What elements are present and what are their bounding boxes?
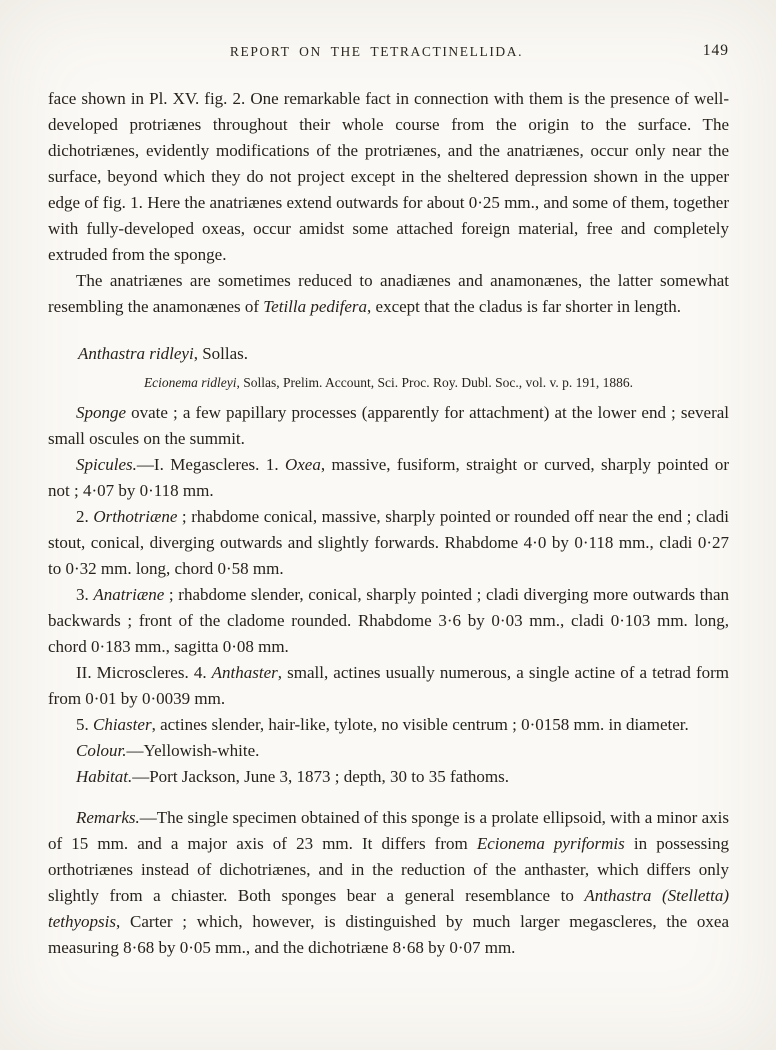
synonymy-citation <box>48 372 729 393</box>
text-run-italic: Remarks. <box>76 808 140 827</box>
paragraph-anatriaene <box>48 582 729 660</box>
text-run: face shown in Pl. XV. fig. 2. One remarkable fact in connection with them is the presence of well-developed protriænes throughout their whole course from the origin to the surface. The dichotriænes, evidently modifications of the protriænes, and the anatriænes, occur only near the surface, beyond which they do not project except in the sheltered depression shown in the upper edge of fig. 1. Here the anatriænes extend outwards for about 0·25 mm., and some of them, together with fully-developed oxeas, occur amidst some attached foreign material, free and completely extruded from the sponge. <box>48 89 729 264</box>
running-title: REPORT ON THE TETRACTINELLIDA. <box>229 44 524 59</box>
text-run: II. Microscleres. 4. <box>76 663 212 682</box>
text-run-italic: Oxea <box>284 455 321 474</box>
text-run: ; rhabdome conical, massive, sharply pointed or rounded off near the end ; cladi stout, conical, diverging outwards and slightly forwards. Rhabdome 4·0 by 0·118 mm., cladi 0·27 to 0·32 mm. long, chord 0·58 mm. <box>48 507 730 578</box>
text-run: 3. <box>76 585 94 604</box>
text-run: , except that the cladus is far shorter in length. <box>367 297 681 316</box>
paragraph-habitat <box>48 764 729 790</box>
text-run: , actines slender, hair-like, tylote, no visible centrum ; 0·0158 mm. in diameter. <box>151 715 689 734</box>
paragraph-microscleres-anthaster <box>48 660 729 712</box>
text-run: , massive, fusiform, straight or curved, sharply pointed or not ; 4·07 by 0·118 mm. <box>48 455 729 500</box>
text-run: 2. <box>76 507 94 526</box>
page-number: 149 <box>702 42 729 59</box>
text-run: The anatriænes are sometimes reduced to anadiænes and anamonænes, the latter somewhat resembling the anamonænes of <box>48 271 729 316</box>
text-run: , small, actines usually numerous, a single actine of a tetrad form from 0·01 by 0·0039 mm. <box>48 663 729 708</box>
text-run: —Port Jackson, June 3, 1873 ; depth, 30 to 35 fathoms. <box>132 767 510 786</box>
text-run: —I. Megascleres. 1. <box>136 455 285 474</box>
text-run-italic: Spicules. <box>76 455 137 474</box>
text-run-italic: Ecionema pyriformis <box>476 834 625 853</box>
text-run: , Sollas, Prelim. Account, Sci. Proc. Roy. Dubl. Soc., vol. v. p. 191, 1886. <box>236 375 634 390</box>
paragraph-spicules-oxea <box>48 452 729 504</box>
text-run-italic: Orthotriæne <box>93 507 178 526</box>
text-run: 5. <box>76 715 93 734</box>
text-run-italic: Chiaster <box>93 715 152 734</box>
paragraph-orthotriaene <box>48 504 729 582</box>
paragraph-sponge-description <box>48 400 729 452</box>
text-run: ; rhabdome slender, conical, sharply pointed ; cladi diverging more outwards than backwards ; front of the cladome rounded. Rhabdome 3·6 by 0·03 mm., cladi 0·103 mm. long, chord 0·183 mm., sagitta 0·08 mm. <box>48 585 730 656</box>
text-run-italic: Anatriæne <box>93 585 165 604</box>
text-run-italic: Anthastra ridleyi <box>78 344 194 363</box>
text-run: in possessing orthotriænes instead of dichotriænes, and in the reduction of the anthaster, which differs only slightly from a chiaster. Both sponges bear a general resemblance to <box>48 834 729 905</box>
text-run-italic: Anthastra (Stelletta) tethyopsis <box>48 886 729 931</box>
paragraph-chiaster <box>48 712 729 738</box>
text-run: , Sollas. <box>193 344 249 363</box>
page-header <box>48 42 729 64</box>
text-run: , Carter ; which, however, is distinguished by much larger megascleres, the oxea measuring 8·68 by 0·05 mm., and the dichotriæne 8·68 by 0·07 mm. <box>48 912 729 957</box>
text-run: —Yellowish-white. <box>126 741 260 760</box>
paragraph-protriaenes-continuation <box>48 86 729 268</box>
text-run-italic: Tetilla pedifera <box>263 297 368 316</box>
text-run-italic: Sponge <box>76 403 127 422</box>
text-run-italic: Habitat. <box>76 767 133 786</box>
text-run: ovate ; a few papillary processes (apparently for attachment) at the lower end ; several small oscules on the summit. <box>48 403 729 448</box>
text-run-italic: Ecionema ridleyi <box>143 375 237 390</box>
paragraph-anatriaenes-reduced <box>48 268 729 320</box>
text-run-italic: Colour. <box>76 741 127 760</box>
paragraph-remarks <box>48 805 729 961</box>
species-heading <box>48 341 729 367</box>
text-run-italic: Anthaster <box>211 663 278 682</box>
page-body <box>48 86 729 961</box>
paragraph-colour <box>48 738 729 764</box>
text-run: —The single specimen obtained of this sponge is a prolate ellipsoid, with a minor axis of 15 mm. and a major axis of 23 mm. It differs from <box>48 808 729 853</box>
